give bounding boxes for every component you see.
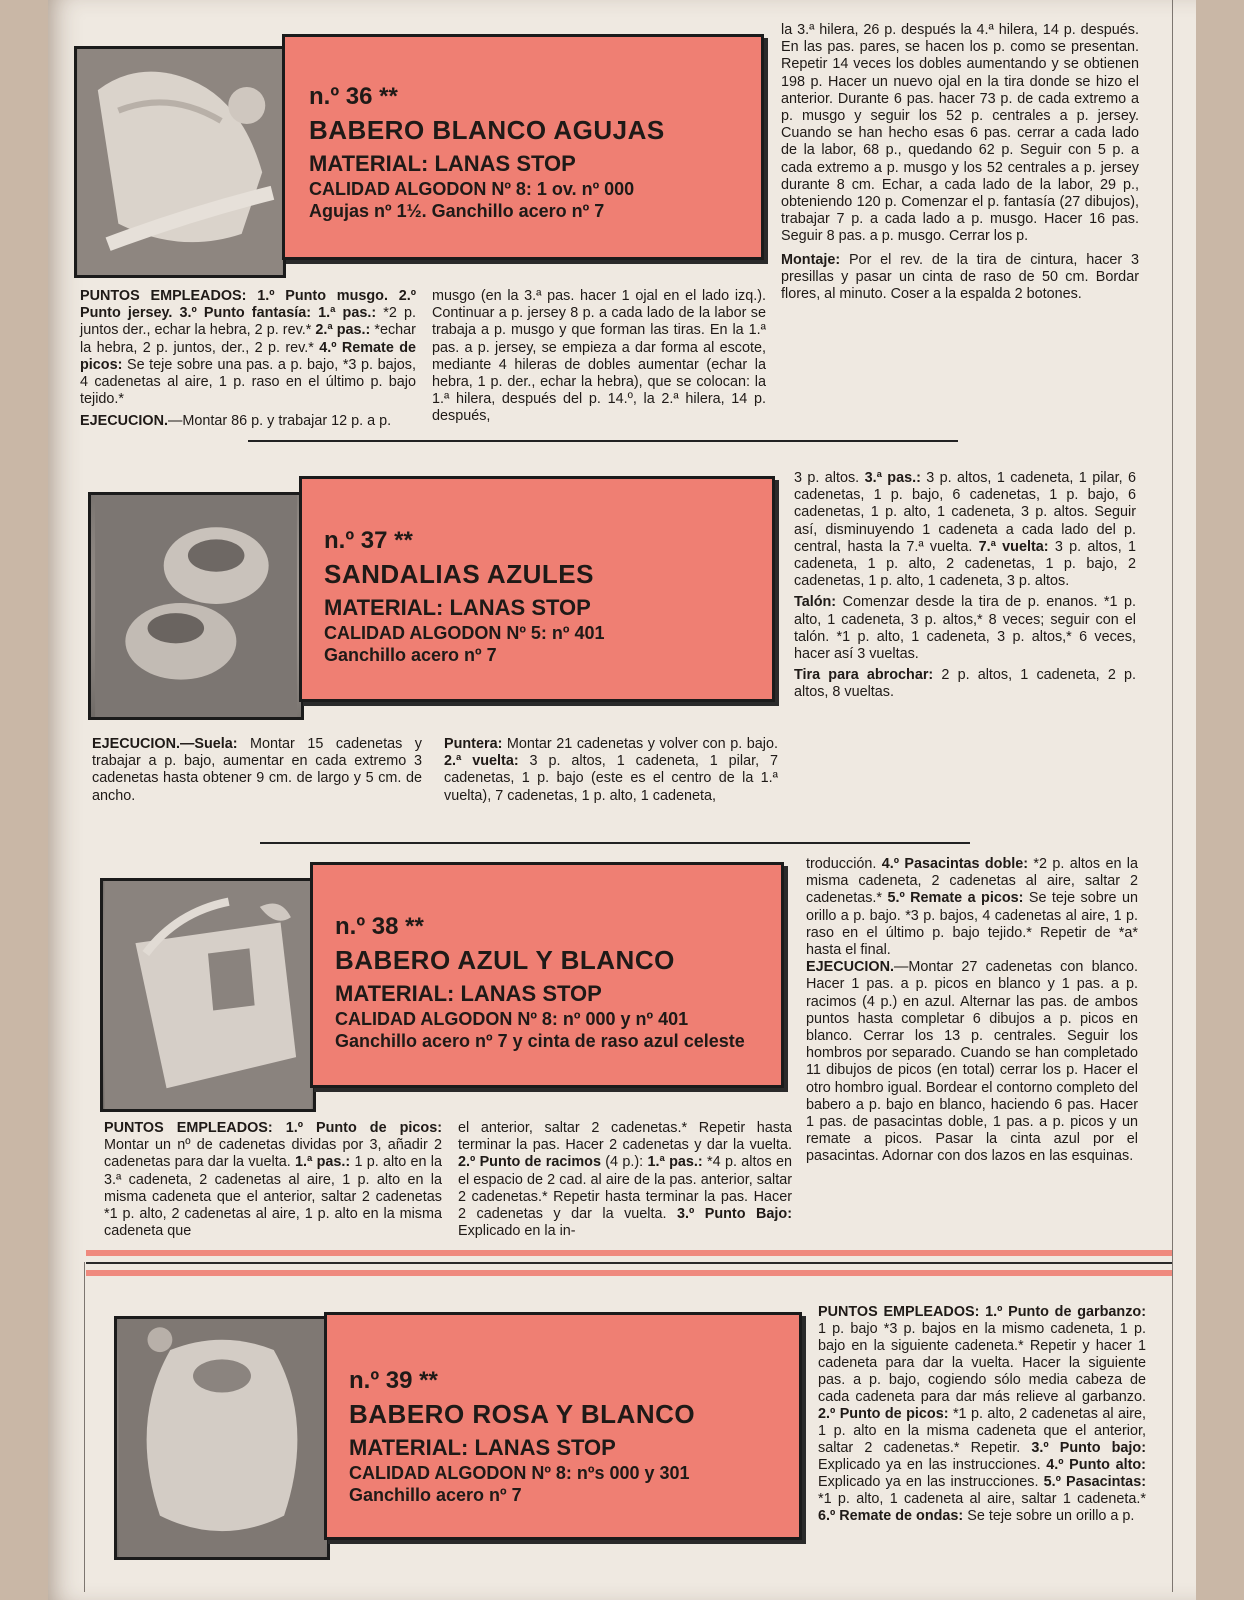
paragraph [444, 736, 778, 805]
text: *1 p. alto, 2 cadenetas al aire, 1 p. alto en la misma cadeneta que el anterior, saltar 2 cadenetas.* Repetir. [818, 1406, 1147, 1456]
text: Se teje sobre un orillo a p. bajo. *3 p. bajos, 4 cadenetas al aire, 1 p. raso en el último p. bajo tejido.* Repetir de *a* hasta el final. [806, 890, 1138, 959]
text: Montar 21 cadenetas y volver con p. bajo. [502, 736, 778, 752]
text: 3 p. altos, 1 cadeneta, 1 pilar, 6 cadenetas, 1 p. bajo, 6 cadenetas, 1 p. bajo, 6 cadenetas, 1 p. alto, 1 cadeneta, 3 p. altos. Seguir así, disminuyendo 1 cadeneta a cada lado del p. central, hasta la 7.ª vuelta. [794, 470, 1136, 555]
text-36-right [781, 22, 1139, 303]
frame-line [1172, 0, 1173, 1592]
label: EJECUCION.—Suela: [92, 736, 238, 752]
item-number: n.º 36 ** [309, 83, 398, 110]
separator-band [86, 1270, 1172, 1276]
item-title: BABERO ROSA Y BLANCO [349, 1399, 696, 1429]
crochet-bib-photo-icon [103, 881, 313, 1109]
item-number: n.º 37 ** [324, 527, 413, 554]
label: 2.ª pas.: [315, 322, 371, 339]
needles-line: Ganchillo acero nº 7 y cinta de raso azul celeste [335, 1031, 745, 1051]
item-number: n.º 38 ** [335, 913, 424, 940]
text-37-left [92, 736, 422, 805]
baby-bib-photo-icon [77, 49, 283, 275]
quality-line: CALIDAD ALGODON Nº 8: 1 ov. nº 000 [309, 179, 635, 199]
text: Por el rev. de la tira de cintura, hacer 3 presillas y pasar un cinta de raso de 50 cm. Bordar flores, al minuto. Coser a la espalda 2 botones. [781, 251, 1139, 303]
label: 4.º Remate de picos: [80, 339, 416, 373]
text: *1 p. alto, 1 cadeneta al aire, saltar 1 cadeneta.* [818, 1491, 1146, 1507]
item-title: BABERO BLANCO AGUJAS [309, 115, 665, 145]
photo-babero-rosa [114, 1316, 330, 1560]
paragraph [806, 959, 1138, 1165]
text: (4 p.): [600, 1154, 648, 1171]
text: *4 p. altos en el espacio de 2 cad. al aire de la pas. anterior, saltar 2 cadenetas.* Repetir hasta terminar la pas. Hacer 2 cadenetas y dar la vuelta. [458, 1154, 792, 1223]
text: 1 p. alto en la 3.ª cadeneta, 2 cadenetas al aire, 1 p. alto en la misma cadeneta que el anterior, saltar 2 cadenetas *1 p. alto, 2 cadenetas al aire, 1 p. alto en la misma cadeneta que [104, 1154, 443, 1240]
text: Montar un nº de cadenetas dividas por 3, añadir 2 cadenetas para dar la vuelta. [104, 1137, 442, 1171]
text-39-right [818, 1304, 1146, 1525]
paragraph: musgo (en la 3.ª pas. hacer 1 ojal en el lado izq.). Continuar a p. jersey 8 p. a cada lado de la labor se trabaja a p. musgo y que forman las tiras. En la 1.ª pas. a p. jersey, se empieza a dar forma al escote, mediante 4 hileras de dobles aumentar (echar la hebra, 1 p. der., echar la hebra), que se colocan: la 1.ª hilera, después del p. 14.º, la 2.ª hilera, 14 p. después, [432, 288, 766, 425]
text: Se teje sobre una pas. a p. bajo, *3 p. bajos, 4 cadenetas al aire, 1 p. raso en el último p. bajo tejido.* [80, 356, 416, 408]
label: 3.º Punto Bajo: [677, 1206, 792, 1223]
text-37-mid [444, 736, 778, 805]
text: troducción. [806, 856, 882, 872]
title-box-37 [299, 476, 775, 702]
text-38-left [104, 1120, 442, 1240]
photo-sandalias [88, 492, 304, 720]
text-36-mid [432, 288, 766, 426]
text: 2 p. altos, 1 cadeneta, 2 p. altos, 8 vueltas. [794, 667, 1136, 701]
label: 5.º Pasacintas: [1043, 1474, 1146, 1490]
label: 2.º Punto de racimos [458, 1154, 601, 1171]
divider [248, 440, 958, 442]
label: Tira para abrochar: [794, 667, 934, 684]
label: Talón: [794, 594, 837, 611]
paragraph [794, 470, 1136, 590]
text: —Montar 27 cadenetas con blanco. Hacer 1 pas. a p. picos en blanco y 1 pas. a p. racimos (4 p.) en azul. Alternar las pas. de ambos puntos hasta completar 6 dibujos a p. picos en blanco. Cerrar los 13 p. centrales. Seguir los hombros por separado. Cuando se han completado 11 dibujos de picos (en total) cerrar los p. Hacer el otro hombro igual. Bordear el contorno completo del babero a p. bajo en blanco, haciendo 6 pas. Hacer 1 pas. de pasacintas doble, 1 pas. a p. picos y un remate a picos. Pasar la cinta azul por el pasacintas. Adornar con dos lazos en las esquinas. [806, 959, 1138, 1165]
label: PUNTOS EMPLEADOS: 1.º Punto de picos: [104, 1120, 442, 1136]
text: Explicado ya en las instrucciones. [818, 1474, 1044, 1490]
text: el anterior, saltar 2 cadenetas.* Repetir hasta terminar la pas. Hacer 2 cadenetas y dar la vuelta. [458, 1120, 792, 1154]
paragraph [794, 594, 1136, 663]
label: 6.º Remate de ondas: [818, 1508, 964, 1524]
paragraph [806, 856, 1138, 959]
text: 3 p. altos, 1 cadeneta, 1 pilar, 7 cadenetas, 1 p. bajo (este es el centro de la 1.ª vuelta), 7 cadenetas, 1 p. alto, 1 cadeneta, [444, 753, 778, 804]
paragraph [92, 736, 422, 805]
label: 7.ª vuelta: [978, 538, 1049, 555]
label: 2.º Punto de picos: [818, 1406, 949, 1422]
divider [260, 842, 970, 844]
label: 4.º Pasacintas doble: [881, 856, 1029, 872]
label: 3.ª pas.: [864, 470, 921, 486]
material-line: MATERIAL: LANAS STOP [349, 1435, 616, 1460]
quality-line: CALIDAD ALGODON Nº 8: nºs 000 y 301 [349, 1463, 690, 1483]
needles-line: Agujas nº 1½. Ganchillo acero nº 7 [309, 201, 605, 221]
label: EJECUCION. [806, 959, 894, 976]
needles-line: Ganchillo acero nº 7 [324, 645, 497, 665]
title-box-38 [310, 862, 784, 1088]
item-title: BABERO AZUL Y BLANCO [335, 945, 675, 975]
text: 3 p. altos, 1 cadeneta, 1 p. alto, 2 cadenetas, 1 p. bajo, 2 cadenetas, 1 p. alto, 1 cadeneta, 3 p. altos. [794, 538, 1136, 590]
paragraph [104, 1120, 442, 1240]
label: 2.ª vuelta: [444, 753, 519, 770]
text: Comenzar desde la tira de p. enanos. *1 p. alto, 1 cadeneta, 3 p. altos,* 8 veces; seguir con el talón. *1 p. alto, 1 cadeneta, 3 p. altos,* 6 veces, hacer así 3 vueltas. [794, 594, 1136, 663]
label: 1.ª pas.: [295, 1154, 351, 1171]
text: Explicado en la in- [458, 1223, 576, 1240]
text: Se teje sobre un orillo a p. [963, 1508, 1135, 1524]
label: PUNTOS EMPLEADOS: 1.º Punto musgo. 2.º Punto jersey. 3.º Punto fantasía: 1.ª pas.: [80, 288, 416, 322]
photo-babero-blanco [74, 46, 286, 278]
text-37-right [794, 470, 1136, 702]
sandals-photo-icon [91, 495, 301, 717]
frame-line [84, 1262, 85, 1592]
paragraph [818, 1304, 1146, 1525]
text: *2 p. altos en la misma cadeneta, 2 cadenetas al aire, saltar 2 cadenetas.* [806, 856, 1138, 907]
separator-line [86, 1262, 1172, 1264]
label: PUNTOS EMPLEADOS: 1.º Punto de garbanzo: [818, 1304, 1146, 1320]
pink-bib-photo-icon [117, 1319, 327, 1557]
title-box-39 [324, 1312, 802, 1540]
title-box-36 [282, 34, 764, 260]
item-number: n.º 39 ** [349, 1367, 438, 1394]
text-38-right [806, 856, 1138, 1166]
label: 3.º Punto bajo: [1031, 1440, 1147, 1456]
text: *echar la hebra, 2 p. juntos, der., 2 p. rev.* [80, 322, 416, 356]
paragraph [80, 288, 416, 408]
label: 5.º Remate a picos: [887, 890, 1024, 907]
separator-band [86, 1250, 1172, 1256]
label: 4.º Punto alto: [1046, 1457, 1146, 1473]
needles-line: Ganchillo acero nº 7 [349, 1485, 522, 1505]
label: Montaje: [781, 251, 841, 268]
text: 1 p. bajo *3 p. bajos en la mismo cadeneta, 1 p. bajo en la siguiente cadeneta.* Repetir y hacer 1 cadeneta para dar la vuelta. Hacer la siguiente pas. a p. bajo, cogiendo sólo media cabeza de cada cadeneta para dar más relieve al garbanzo. [818, 1321, 1146, 1405]
text: *2 p. juntos der., echar la hebra, 2 p. rev.* [80, 305, 417, 339]
paragraph: la 3.ª hilera, 26 p. después la 4.ª hilera, 14 p. después. En las pas. pares, se hacen los p. como se presentan. Repetir 14 veces los dobles aumentando y se obtienen 198 p. Hacer un nuevo ojal en la tira donde se hizo el anterior. Durante 6 pas. hacer 73 p. de cada extremo a p. musgo y seguir los 52 p. centrales a p. jersey. Cuando se han hecho esas 6 pas. cerrar a cada lado de la labor, 68 p., quedando 62 p. Seguir con 5 p. a cada extremo a p. musgo y los 52 centrales a p. jersey durante 8 cm. Echar, a cada lado de la labor, 29 p., obteniendo 120 p. Comenzar el p. fantasía (27 dibujos), trabajar 7 p. a cada lado a p. musgo. Hacer 16 pas. Seguir 8 pas. a p. musgo. Cerrar los p. [781, 22, 1139, 245]
paragraph [80, 413, 416, 430]
label: Puntera: [444, 736, 503, 752]
quality-line: CALIDAD ALGODON Nº 5: nº 401 [324, 623, 605, 643]
material-line: MATERIAL: LANAS STOP [309, 151, 576, 176]
text: 3 p. altos. [794, 470, 865, 486]
label: EJECUCION. [80, 413, 168, 430]
quality-line: CALIDAD ALGODON Nº 8: nº 000 y nº 401 [335, 1009, 689, 1029]
text: Explicado ya en las instrucciones. [818, 1457, 1047, 1473]
material-line: MATERIAL: LANAS STOP [335, 981, 602, 1006]
paragraph [458, 1120, 792, 1240]
paragraph [781, 252, 1139, 304]
item-title: SANDALIAS AZULES [324, 559, 594, 589]
paragraph [794, 667, 1136, 701]
photo-babero-azul [100, 878, 316, 1112]
text: —Montar 86 p. y trabajar 12 p. a p. [167, 413, 392, 430]
magazine-page [48, 0, 1196, 1600]
material-line: MATERIAL: LANAS STOP [324, 595, 591, 620]
text-38-mid [458, 1120, 792, 1240]
text-36-left [80, 288, 416, 431]
text: Montar 15 cadenetas y trabajar a p. bajo, aumentar en cada extremo 3 cadenetas hasta obtener 9 cm. de largo y 5 cm. de ancho. [92, 736, 422, 804]
label: 1.ª pas.: [647, 1154, 703, 1171]
